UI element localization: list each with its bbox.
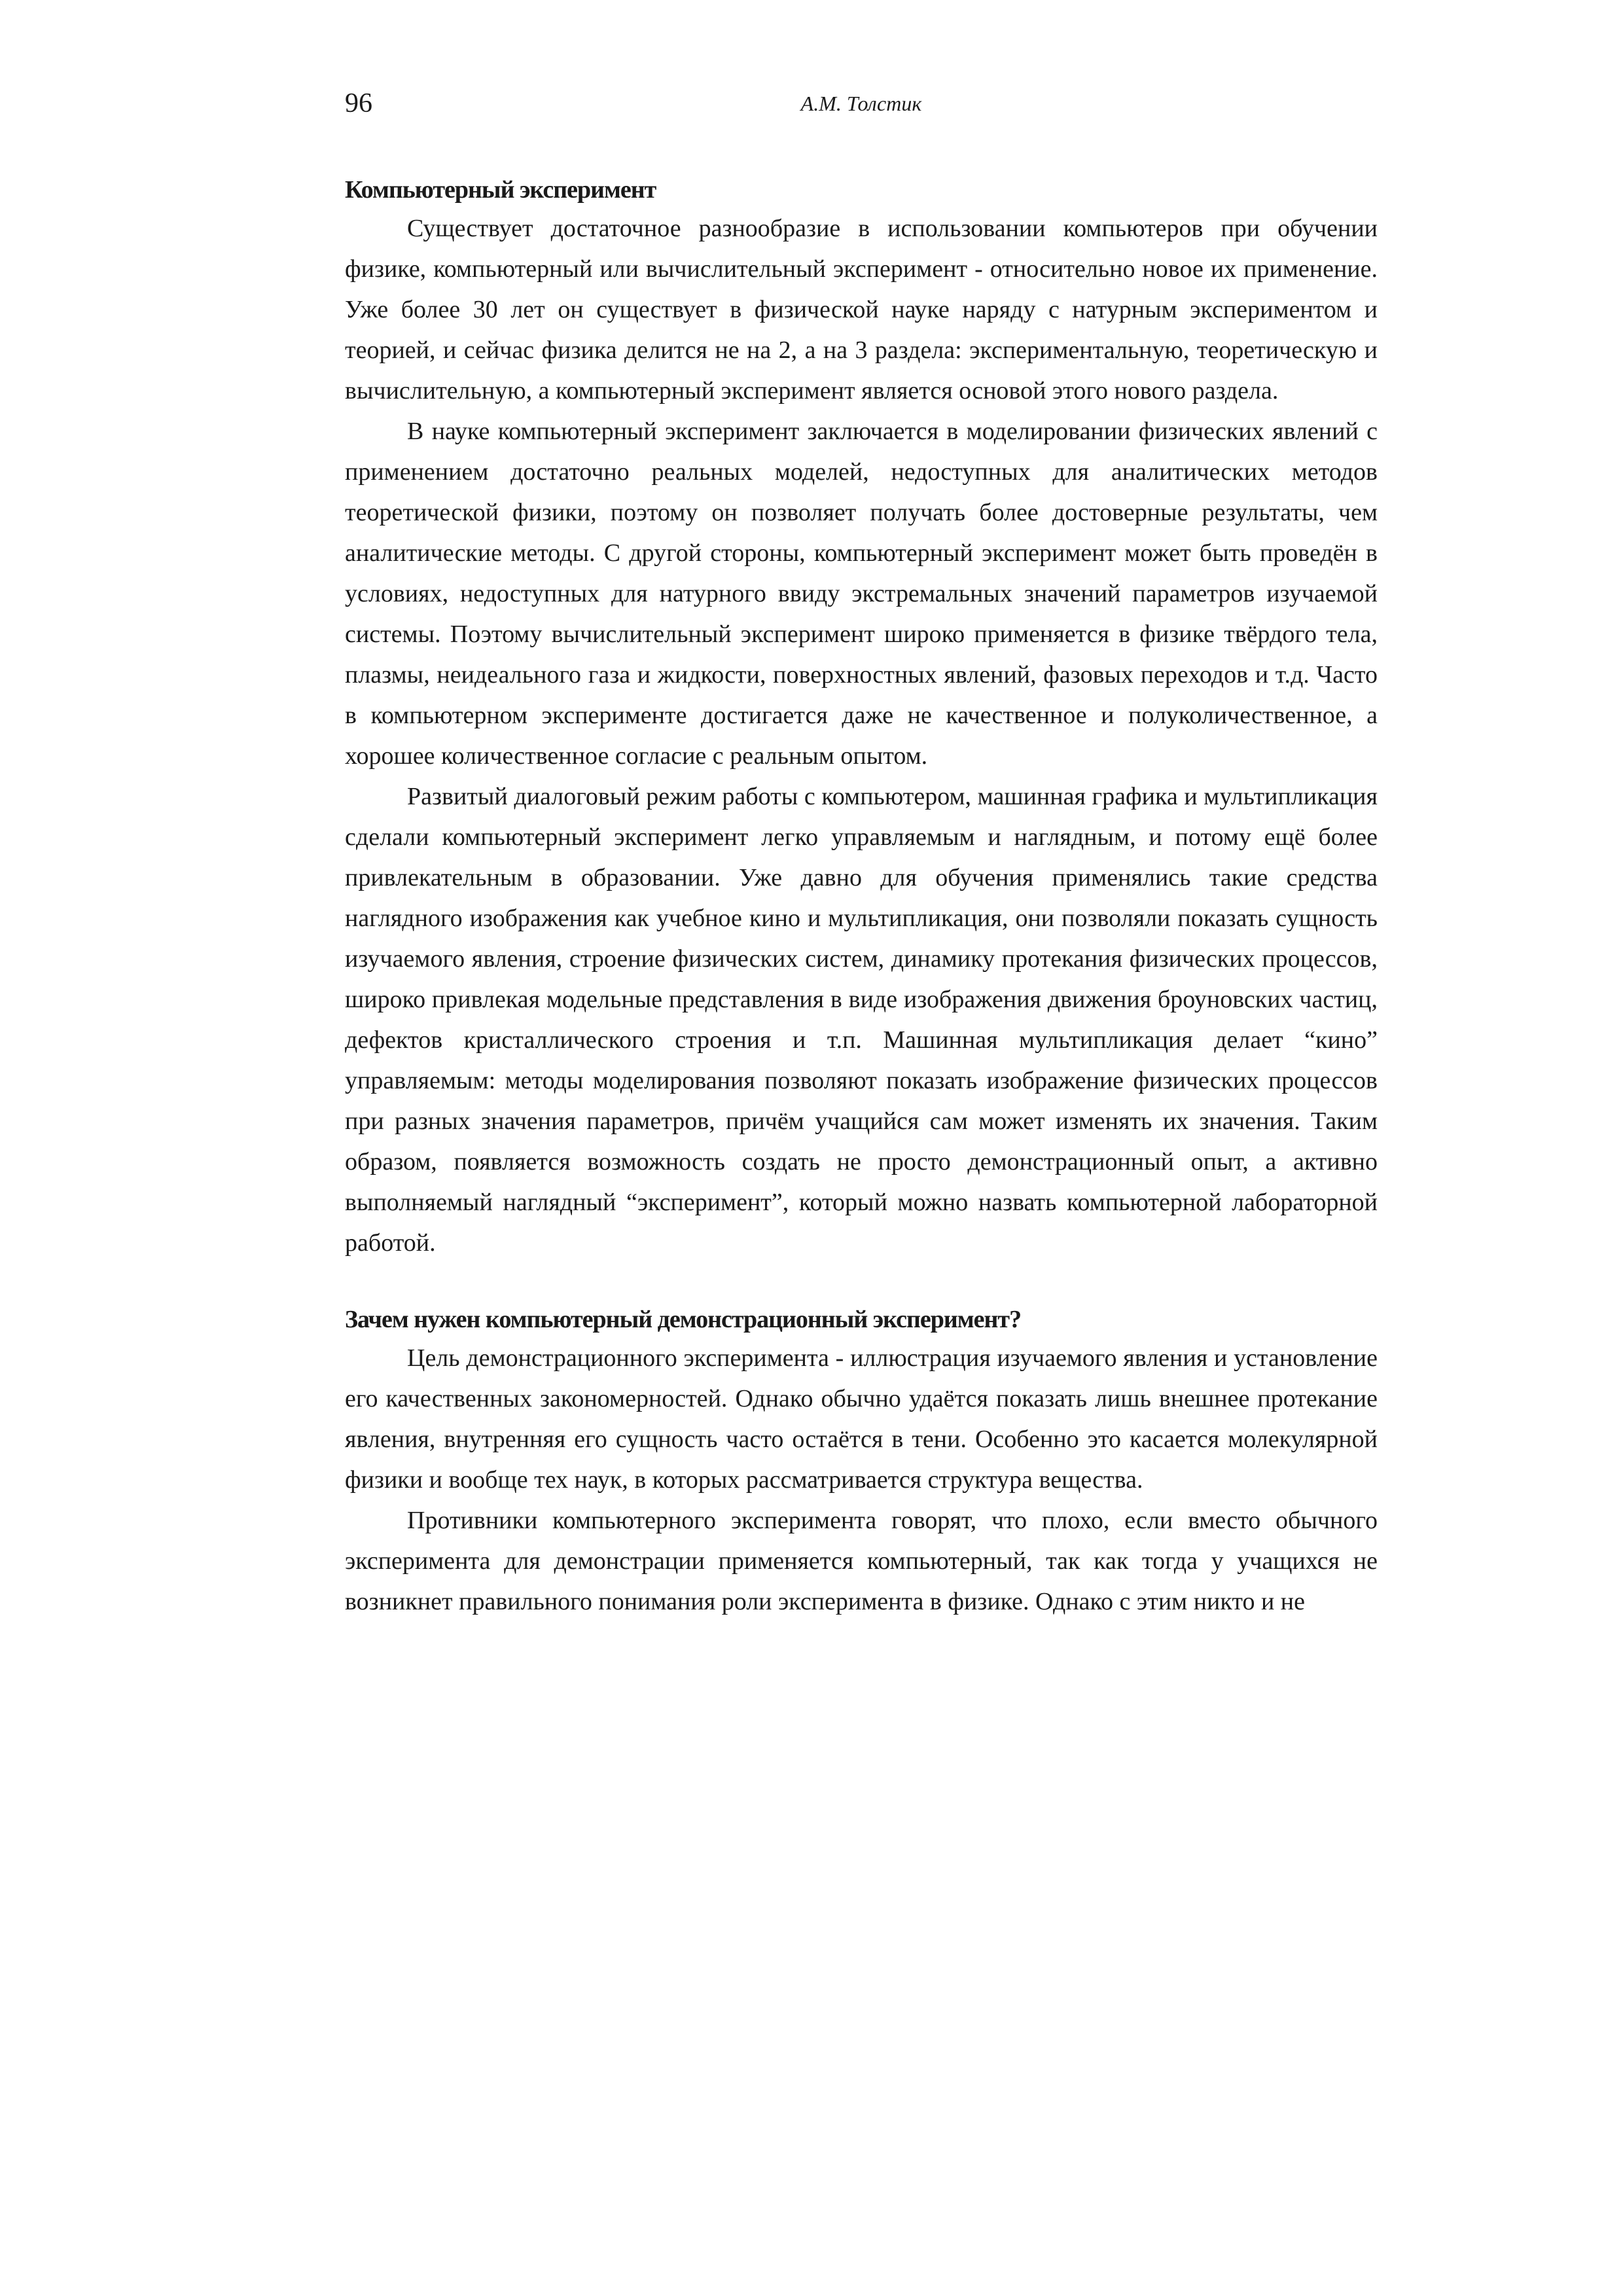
- page-body: [345, 171, 1378, 1622]
- paragraph: В науке компьютерный эксперимент заключается в моделировании физических явлений с применением достаточно реальных моделей, недоступных для аналитических методов теоретической физики, поэтому он позволяет получать более достоверные результаты, чем аналитические методы. С другой стороны, компьютерный эксперимент может быть проведён в условиях, недоступных для натурного ввиду экстремальных значений параметров изучаемой системы. Поэтому вычислительный эксперимент широко применяется в физике твёрдого тела, плазмы, неидеального газа и жидкости, поверхностных явлений, фазовых переходов и т.д. Часто в компьютерном эксперименте достигается даже не качественное и полуколичественное, а хорошее количественное согласие с реальным опытом.: [345, 418, 1378, 770]
- paragraph: Существует достаточное разнообразие в использовании компьютеров при обучении физике, компьютерный или вычислительный эксперимент - относительно новое их применение. Уже более 30 лет он существует в физической науке наряду с натурным экспериментом и теорией, и сейчас физика делится не на 2, а на 3 раздела: экспериментальную, теоретическую и вычислительную, а компьютерный эксперимент является основой этого нового раздела.: [345, 215, 1378, 404]
- section-heading: Компьютерный эксперимент: [345, 176, 656, 204]
- paragraph: Цель демонстрационного эксперимента - иллюстрация изучаемого явления и установление его качественных закономерностей. Однако обычно удаётся показать лишь внешнее протекание явления, внутренняя его сущность часто остаётся в тени. Особенно это касается молекулярной физики и вообще тех наук, в которых рассматривается структура вещества.: [345, 1344, 1378, 1494]
- section-computer-experiment: [345, 171, 1378, 1263]
- section-heading: Зачем нужен компьютерный демонстрационный эксперимент?: [345, 1306, 1022, 1333]
- paragraph: Развитый диалоговый режим работы с компьютером, машинная графика и мультипликация сделали компьютерный эксперимент легко управляемым и наглядным, и потому ещё более привлекательным в образовании. Уже давно для обучения применялись такие средства наглядного изображения как учебное кино и мультипликация, они позволяли показать сущность изучаемого явления, строение физических систем, динамику протекания физических процессов, широко привлекая модельные представления в виде изображения движения броуновских частиц, дефектов кристаллического строения и т.п. Машинная мультипликация делает “кино” управляемым: методы моделирования позволяют показать изображение физических процессов при разных значения параметров, причём учащийся сам может изменять их значения. Таким образом, появляется возможность создать не просто демонстрационный опыт, а активно выполняемый наглядный “эксперимент”, который можно назвать компьютерной лабораторной работой.: [345, 783, 1378, 1257]
- section-why-demonstration: [345, 1301, 1378, 1622]
- running-title: А.М. Толстик: [800, 92, 922, 115]
- page-header: [345, 84, 1378, 123]
- page-number: 96: [345, 88, 372, 118]
- paragraph: Противники компьютерного эксперимента говорят, что плохо, если вместо обычного эксперимента для демонстрации применяется компьютерный, так как тогда у учащихся не возникнет правильного понимания роли эксперимента в физике. Однако с этим никто и не: [345, 1507, 1378, 1615]
